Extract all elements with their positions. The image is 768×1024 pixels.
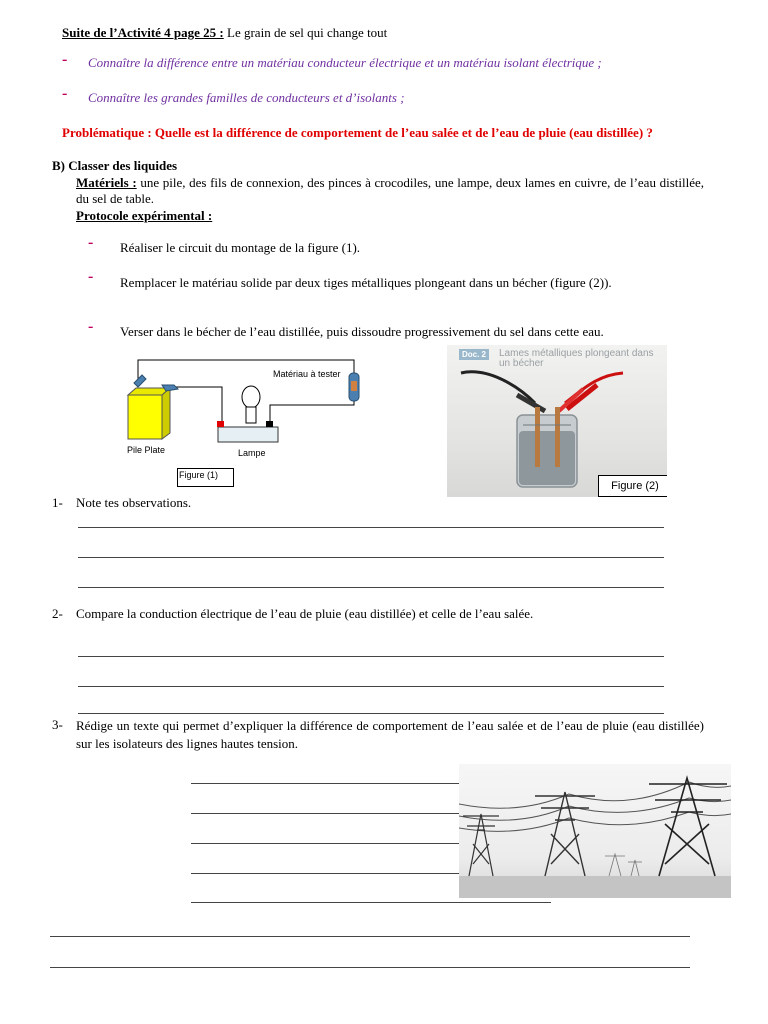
question-2-text: Compare la conduction électrique de l’eau de pluie (eau distillée) et celle de l’eau salée. (76, 606, 534, 621)
answer-line-3c[interactable] (191, 843, 459, 844)
lamp-terminal-black (266, 421, 273, 427)
figure-1-circuit (118, 355, 378, 490)
battery-side (162, 388, 170, 439)
pylons-distant (605, 854, 642, 876)
page-title (62, 25, 387, 41)
objective-1: Connaître la différence entre un matériau conducteur électrique et un matériau isolant électrique ; (88, 55, 602, 70)
lamp-terminal-red (217, 421, 224, 427)
answer-line-3g[interactable] (50, 967, 690, 968)
photo-title: Lames métalliques plongeant dans un bécher (499, 348, 654, 369)
answer-line-3d[interactable] (191, 873, 459, 874)
step-3: Verser dans le bécher de l’eau distillée, puis dissoudre progressivement du sel dans cette eau. (120, 324, 604, 339)
lamp-base (218, 427, 278, 442)
objective-dash-1: - (62, 51, 68, 68)
cable-3 (459, 812, 731, 831)
material-label: Matériau à tester (273, 369, 341, 379)
materials-label: Matériels : (76, 175, 137, 190)
cable-1 (459, 782, 731, 808)
beaker-water (519, 431, 575, 485)
ground (459, 876, 731, 898)
pylon-middle (535, 792, 595, 876)
battery-body (128, 395, 162, 439)
lamp-socket (246, 407, 256, 423)
materials-paragraph (76, 175, 704, 207)
step-2: Remplacer le matériau solide par deux tiges métalliques plongeant dans un bécher (figure (2)). (120, 275, 612, 290)
answer-line-2c[interactable] (78, 713, 664, 714)
pylon-left (463, 814, 499, 876)
step-dash-1: - (88, 234, 94, 251)
clip-left (134, 375, 146, 387)
wire-material-lamp (270, 400, 354, 423)
problem-label: Problématique : (62, 125, 152, 140)
step-dash-3: - (88, 318, 94, 335)
objective-2: Connaître les grandes familles de conducteurs et d’isolants ; (88, 90, 405, 105)
answer-line-2b[interactable] (78, 686, 664, 687)
answer-line-3f[interactable] (50, 936, 690, 937)
doc-tag: Doc. 2 (459, 349, 489, 360)
objective-dash-2: - (62, 85, 68, 102)
figure-2-photo (447, 345, 667, 497)
question-3-text: Rédige un texte qui permet d’expliquer la différence de comportement de l’eau salée et de l’eau de pluie (eau distillée) sur les isolateurs des lignes hautes tension. (76, 718, 704, 751)
lamp-bulb (242, 386, 260, 408)
materials-text: une pile, des fils de connexion, des pinces à crocodiles, une lampe, deux lames en cuivre, de l’eau distillée, du sel de table. (76, 175, 704, 206)
problem-statement (62, 125, 712, 141)
section-b-heading: B) Classer des liquides (52, 158, 178, 173)
cable-2 (459, 798, 731, 820)
question-3-number: 3- (52, 717, 63, 732)
protocol-label: Protocole expérimental : (76, 208, 213, 223)
pylon-right (649, 778, 727, 876)
question-1-text: Note tes observations. (76, 495, 192, 510)
answer-line-1c[interactable] (78, 587, 664, 588)
answer-line-3a[interactable] (191, 783, 459, 784)
answer-line-2a[interactable] (78, 656, 664, 657)
answer-line-1a[interactable] (78, 527, 664, 528)
step-1: Réaliser le circuit du montage de la figure (1). (120, 240, 361, 255)
power-lines-photo (459, 764, 731, 898)
material-sample (351, 381, 357, 391)
pylons-illustration (459, 764, 731, 898)
question-2-number: 2- (52, 606, 63, 621)
wire-battery-lamp (168, 387, 222, 423)
figure-2-caption: Figure (2) (598, 475, 667, 497)
answer-line-3e[interactable] (191, 902, 551, 903)
answer-line-3b[interactable] (191, 813, 459, 814)
lamp-label: Lampe (238, 448, 266, 458)
problem-text: Quelle est la différence de comportement de l’eau salée et de l’eau de pluie (eau distillée) ? (151, 125, 653, 140)
copper-plate-1 (535, 407, 540, 467)
figure-1-caption: Figure (1) (177, 468, 234, 487)
answer-line-1b[interactable] (78, 557, 664, 558)
question-1-number: 1- (52, 495, 63, 510)
copper-plate-2 (555, 407, 560, 467)
title-subject: Le grain de sel qui change tout (223, 25, 388, 40)
title-activity: Suite de l’Activité 4 page 25 : (62, 25, 224, 40)
step-dash-2: - (88, 268, 94, 285)
battery-label: Pile Plate (127, 445, 166, 455)
